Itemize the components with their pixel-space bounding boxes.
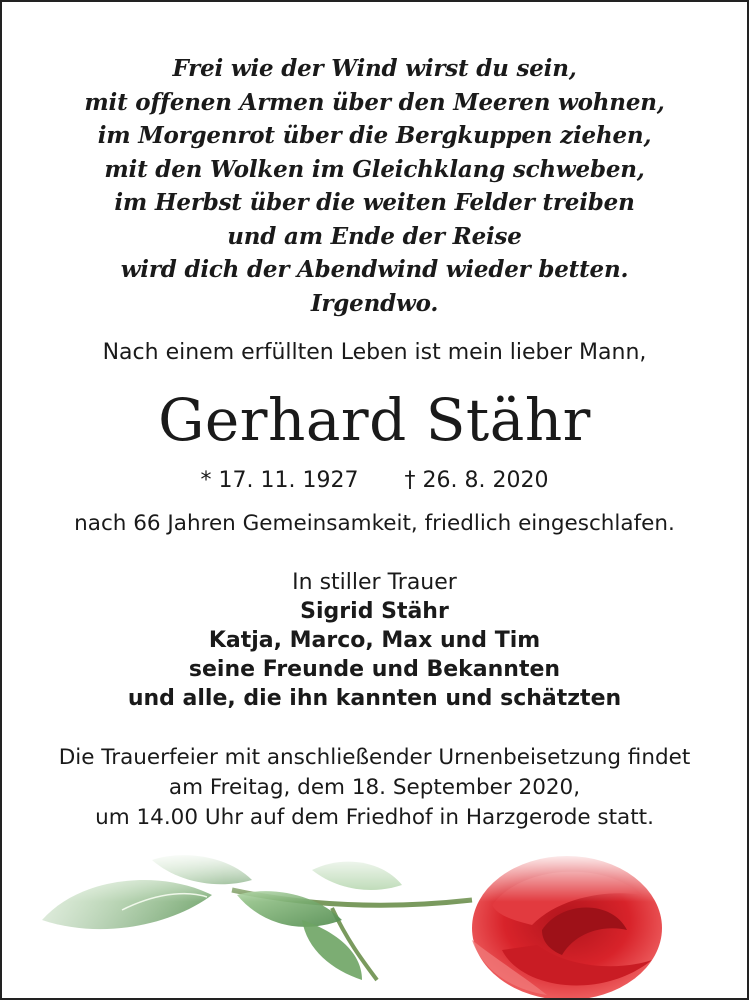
service-info [2, 743, 747, 833]
service-line: um 14.00 Uhr auf dem Friedhof in Harzgerode statt. [95, 805, 654, 830]
life-dates [2, 466, 747, 496]
rose-image [2, 850, 747, 998]
mourner-line: Sigrid Stähr [300, 599, 449, 624]
service-line: am Freitag, dem 18. September 2020, [168, 775, 581, 800]
mourner-line: seine Freunde und Bekannten [188, 657, 561, 682]
statement-text: nach 66 Jahren Gemeinsamkeit, friedlich eingeschlafen. [74, 511, 675, 536]
birth-date: * 17. 11. 1927 [200, 468, 359, 493]
mourning-heading: In stiller Trauer [292, 570, 457, 595]
poem-line: mit offenen Armen über den Meeren wohnen, [84, 88, 665, 116]
mourner-line: Katja, Marco, Max und Tim [208, 628, 541, 653]
poem-line: wird dich der Abendwind wieder betten. [120, 256, 629, 283]
intro-text: Nach einem erfüllten Leben ist mein lieber Mann, [102, 340, 647, 365]
mourners-block [2, 568, 747, 713]
poem-line: Irgendwo. [310, 289, 439, 317]
mourner-line: und alle, die ihn kannten und schätzten [127, 686, 622, 711]
poem-line: im Morgenrot über die Bergkuppen ziehen, [97, 122, 652, 149]
service-line: Die Trauerfeier mit anschließender Urnenbeisetzung findet [58, 745, 691, 770]
poem [2, 52, 747, 320]
poem-line: und am Ende der Reise [227, 222, 522, 250]
poem-line: mit den Wolken im Gleichklang schweben, [104, 155, 645, 183]
poem-line: im Herbst über die weiten Felder treiben [114, 189, 635, 216]
deceased-name: Gerhard Stähr [158, 386, 591, 454]
death-date: † 26. 8. 2020 [404, 468, 549, 493]
poem-line: Frei wie der Wind wirst du sein, [172, 55, 577, 82]
